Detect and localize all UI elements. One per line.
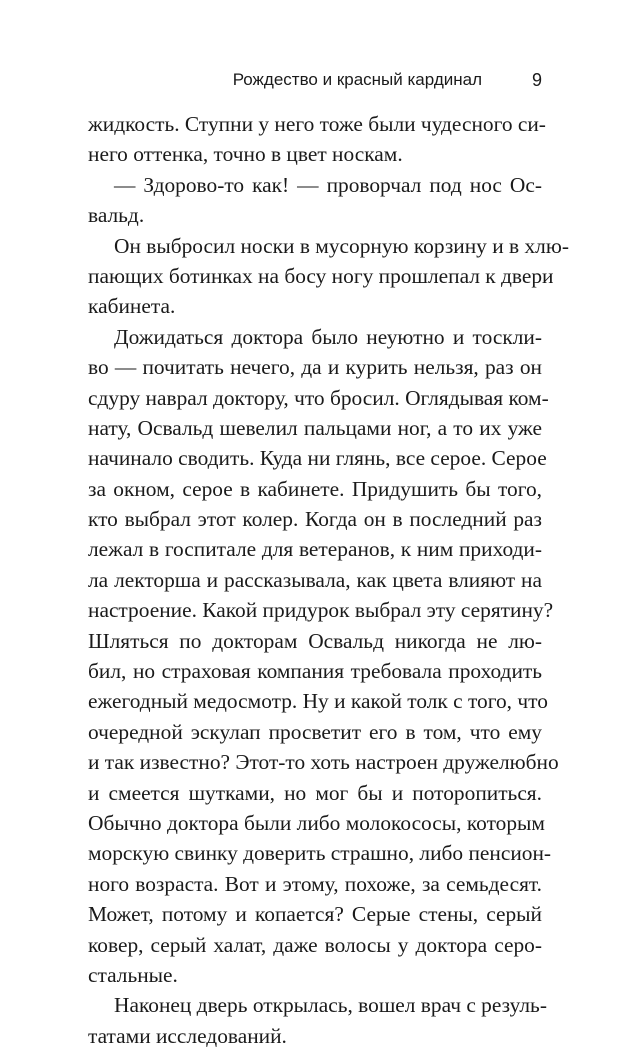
text-line: стальные. (88, 962, 178, 987)
text-line: вальд. (88, 203, 145, 228)
text-line: Обычно доктора были либо молокососы, которым (88, 810, 545, 835)
body-text (88, 109, 569, 1051)
text-line: лежал в госпитале для ветеранов, к ним приходи- (88, 537, 542, 562)
text-line: пающих ботинках на босу ногу прошлепал к двери (88, 263, 554, 288)
text-line: и смеется шутками, но мог бы и поторопиться. (88, 780, 542, 805)
text-line: настроение. Какой придурок выбрал эту серятину? (88, 598, 554, 623)
text-line: кто выбрал этот колер. Когда он в последний раз (88, 507, 542, 532)
text-line: Дожидаться доктора было неуютно и тоскли- (114, 324, 542, 349)
text-line: Шляться по докторам Освальд никогда не лю- (88, 628, 542, 653)
text-line: очередной эскулап просветит его в том, что ему (88, 719, 542, 744)
text-line: морскую свинку доверить страшно, либо пенсион- (88, 841, 552, 866)
text-line: бил, но страховая компания требовала проходить (88, 659, 542, 684)
text-line: него оттенка, точно в цвет носкам. (88, 142, 403, 167)
text-line: во — почитать нечего, да и курить нельзя, раз он (88, 355, 542, 380)
text-line: нату, Освальд шевелил пальцами ног, а то их уже (88, 415, 542, 440)
page-number: 9 (531, 70, 542, 90)
text-line: кабинета. (88, 294, 176, 319)
text-line: сдуру наврал доктору, что бросил. Оглядывая ком- (88, 385, 549, 410)
text-line: Наконец дверь открылась, вошел врач с резуль- (114, 993, 547, 1018)
text-line: и так известно? Этот-то хоть настроен дружелюбно (88, 750, 559, 775)
running-head (88, 68, 542, 92)
text-line: ежегодный медосмотр. Ну и какой толк с того, что (88, 689, 548, 714)
text-line: Он выбросил носки в мусорную корзину и в хлю- (114, 233, 569, 258)
text-line: ного возраста. Вот и этому, похоже, за семьдесят. (88, 871, 542, 896)
text-line: ла лекторша и рассказывала, как цвета влияют на (88, 567, 542, 592)
text-line: татами исследований. (88, 1023, 287, 1048)
text-line: Может, потому и копается? Серые стены, серый (88, 902, 542, 927)
text-line: ковер, серый халат, даже волосы у доктора серо- (88, 932, 542, 957)
text-line: — Здорово-то как! — проворчал под нос Ос- (114, 172, 542, 197)
text-line: за окном, серое в кабинете. Придушить бы того, (88, 476, 542, 501)
text-line: начинало сводить. Куда ни глянь, все серое. Серое (88, 446, 547, 471)
running-title: Рождество и красный кардинал (232, 70, 482, 89)
text-line: жидкость. Ступни у него тоже были чудесного си- (88, 112, 546, 136)
